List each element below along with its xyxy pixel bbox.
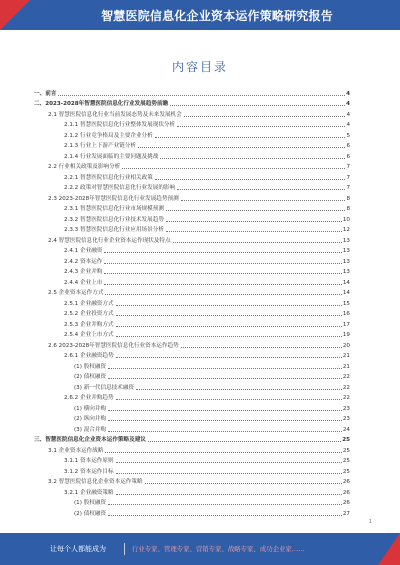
toc-entry-label: 2.2 行业相关政策及影响分析: [48, 164, 121, 170]
toc-entry-page: 21: [342, 353, 350, 359]
toc-entry-label: 2.6.1 企业融资趋势: [64, 353, 114, 359]
toc-entry[interactable]: [34, 244, 350, 255]
toc-leader-dots: [184, 116, 345, 117]
toc-entry-label: 2.1.4 行业发展面临的主要问题及挑战: [64, 153, 159, 160]
toc-entry-page: 8: [346, 195, 350, 202]
toc-entry-label: 3.2.1 企业融资策略: [64, 489, 114, 496]
toc-entry[interactable]: [34, 422, 350, 433]
toc-entry[interactable]: [34, 128, 350, 139]
toc-entry-page: 10: [342, 216, 350, 223]
toc-entry-label: 2.1 智慧医院信息化行业当前发展态势及未来发展机会: [48, 111, 182, 118]
toc-entry-label: 2.4 智慧医院信息化行业企业资本运作现状及特点: [48, 237, 171, 244]
toc-entry-page: 15: [342, 300, 350, 307]
toc-entry-page: 26: [342, 489, 350, 496]
table-of-contents: [34, 86, 350, 517]
toc-entry-page: 17: [342, 321, 350, 328]
toc-entry-label: (2) 债权融资: [74, 374, 107, 380]
footer-slogan: 让每个人都能成为: [50, 545, 106, 553]
toc-entry[interactable]: [34, 254, 350, 265]
toc-entry[interactable]: [34, 86, 350, 97]
toc-leader-dots: [173, 242, 342, 243]
toc-entry-label: 一、前言: [34, 90, 57, 97]
toc-leader-dots: [108, 420, 342, 421]
page-header: [0, 0, 400, 30]
toc-entry[interactable]: [34, 506, 350, 517]
toc-title: 内容目录: [171, 60, 228, 74]
toc-entry-page: 13: [342, 258, 350, 265]
toc-leader-dots: [136, 389, 342, 390]
toc-entry-page: 25: [342, 458, 350, 464]
toc-entry[interactable]: [34, 170, 350, 181]
toc-entry-page: 4: [346, 90, 350, 97]
toc-entry-page: 6: [346, 143, 350, 149]
toc-entry[interactable]: [34, 380, 350, 391]
toc-leader-dots: [181, 200, 345, 201]
toc-leader-dots: [145, 483, 342, 484]
toc-entry[interactable]: [34, 296, 350, 307]
toc-entry[interactable]: [34, 275, 350, 286]
toc-entry[interactable]: [34, 160, 350, 171]
toc-entry[interactable]: [34, 191, 350, 202]
toc-entry-label: 2.3.2 智慧医院信息化行业技术发展趋势: [64, 216, 164, 223]
footer-tagline: 行业专家、管理专家、营销专家、战略专家、成功企业家……: [132, 545, 305, 553]
toc-entry-label: 2.1.2 行业竞争格局及主要企业分析: [64, 132, 153, 139]
toc-entry-page: 20: [342, 342, 350, 349]
toc-leader-dots: [116, 357, 342, 358]
toc-leader-dots: [116, 326, 342, 327]
toc-leader-dots: [104, 252, 341, 253]
toc-entry-page: 27: [342, 510, 350, 517]
toc-entry-label: 2.6.2 企业并购趋势: [64, 395, 114, 401]
toc-leader-dots: [58, 95, 345, 96]
toc-entry[interactable]: [34, 485, 350, 496]
toc-leader-dots: [148, 441, 341, 442]
toc-entry-label: (2) 债权融资: [74, 510, 107, 517]
toc-entry-page: 26: [342, 500, 350, 506]
toc-entry-label: (3) 新一代信息技术融资: [74, 384, 135, 391]
toc-leader-dots: [166, 210, 345, 211]
toc-entry[interactable]: [34, 107, 350, 118]
toc-entry[interactable]: [34, 412, 350, 423]
toc-entry-label: 2.5.3 企业并购方式: [64, 321, 114, 328]
toc-entry[interactable]: [34, 338, 350, 349]
toc-entry[interactable]: [34, 286, 350, 297]
toc-entry-page: 4: [346, 122, 350, 128]
toc-entry-page: 22: [342, 384, 350, 391]
toc-leader-dots: [177, 189, 345, 190]
toc-leader-dots: [116, 462, 342, 463]
toc-leader-dots: [155, 137, 345, 138]
toc-entry-label: 3.1 企业资本运作战略: [48, 447, 104, 454]
toc-entry-page: 7: [346, 185, 350, 191]
toc-entry[interactable]: [34, 149, 350, 160]
toc-entry[interactable]: [34, 202, 350, 213]
toc-entry-label: 2.4.1 企业融资: [64, 248, 103, 254]
toc-leader-dots: [108, 515, 342, 516]
toc-entry-page: 8: [346, 206, 350, 212]
toc-entry[interactable]: [34, 391, 350, 402]
toc-leader-dots: [170, 105, 345, 106]
toc-entry-label: 2.4.2 资本运作: [64, 258, 103, 265]
toc-entry-label: 2.2.2 政策对智慧医院信息化行业发展的影响: [64, 185, 176, 191]
toc-entry-page: 19: [342, 332, 350, 338]
toc-leader-dots: [105, 452, 341, 453]
toc-leader-dots: [166, 231, 342, 232]
toc-leader-dots: [116, 473, 342, 474]
toc-entry[interactable]: [34, 118, 350, 129]
toc-leader-dots: [108, 431, 342, 432]
toc-entry-label: 2.5.4 企业上市方式: [64, 332, 114, 338]
toc-entry-label: (1) 横向并购: [74, 405, 107, 412]
toc-entry-label: 2.4.4 企业上市: [64, 279, 103, 286]
toc-entry-label: 2.3.1 智慧医院信息化行业市场规模预测: [64, 206, 164, 212]
toc-entry[interactable]: [34, 223, 350, 234]
toc-leader-dots: [181, 347, 342, 348]
toc-leader-dots: [104, 284, 341, 285]
page-number: 1: [368, 519, 372, 525]
toc-leader-dots: [105, 294, 341, 295]
toc-entry[interactable]: [34, 475, 350, 486]
toc-entry-label: 2.1.1 智慧医院信息化行业整体发展现状分析: [64, 122, 176, 128]
toc-entry-page: 24: [342, 426, 350, 433]
toc-entry-page: 12: [342, 227, 350, 233]
toc-leader-dots: [177, 126, 345, 127]
toc-entry[interactable]: [34, 328, 350, 339]
toc-entry-page: 14: [342, 290, 350, 296]
toc-entry-label: 2.3.3 智慧医院信息化行业应用场景分析: [64, 227, 164, 233]
toc-entry-page: 14: [342, 279, 350, 286]
header-title: 智慧医院信息化企业资本运作策略研究报告: [101, 9, 333, 23]
toc-entry[interactable]: [34, 454, 350, 465]
toc-leader-dots: [116, 494, 342, 495]
toc-entry-label: (1) 股权融资: [74, 500, 107, 506]
toc-leader-dots: [116, 315, 342, 316]
toc-entry[interactable]: [34, 359, 350, 370]
toc-entry-label: (1) 股权融资: [74, 363, 107, 370]
toc-entry-page: 4: [346, 111, 350, 118]
toc-entry-page: 13: [342, 237, 350, 244]
toc-entry-page: 26: [342, 479, 350, 485]
toc-leader-dots: [116, 399, 342, 400]
toc-entry-page: 13: [342, 269, 350, 275]
toc-entry[interactable]: [34, 139, 350, 150]
toc-entry-label: 3.2 智慧医院信息化企业资本运作策略: [48, 479, 143, 485]
toc-entry-label: 二、2023-2028年智慧医院信息化行业发展趋势前瞻: [34, 101, 169, 107]
toc-entry[interactable]: [34, 97, 350, 108]
toc-entry-page: 23: [342, 416, 350, 422]
toc-entry-page: 13: [342, 248, 350, 254]
toc-leader-dots: [116, 336, 342, 337]
toc-entry-label: 2.5 企业资本运作方式: [48, 290, 104, 296]
toc-leader-dots: [155, 179, 345, 180]
toc-entry-page: 22: [342, 395, 350, 401]
toc-entry-page: 22: [342, 374, 350, 380]
toc-entry-page: 4: [346, 101, 350, 107]
toc-entry[interactable]: [34, 317, 350, 328]
header-accent-triangle: [0, 0, 30, 30]
toc-entry-page: 25: [342, 468, 350, 475]
toc-entry-page: 21: [342, 363, 350, 370]
toc-entry-label: 2.5.1 企业融资方式: [64, 300, 114, 307]
toc-entry-label: (3) 混合并购: [74, 426, 107, 433]
toc-entry-label: 2.2.1 智慧医院信息化行业相关政策: [64, 174, 153, 181]
toc-entry-page: 6: [346, 153, 350, 160]
toc-entry[interactable]: [34, 349, 350, 360]
toc-entry-label: 2.1.3 行业上下游产业链分析: [64, 143, 136, 149]
toc-entry-page: 5: [346, 132, 350, 139]
toc-entry[interactable]: [34, 496, 350, 507]
toc-leader-dots: [104, 263, 341, 264]
toc-entry-label: 2.5.2 企业投资方式: [64, 311, 114, 317]
toc-entry[interactable]: [34, 443, 350, 454]
toc-entry-label: 2.3 2023-2028年智慧医院信息化行业发展趋势预测: [48, 195, 179, 202]
toc-leader-dots: [138, 147, 345, 148]
toc-entry-label: 3.1.1 资本运作原则: [64, 458, 114, 464]
toc-leader-dots: [108, 410, 342, 411]
toc-entry[interactable]: [34, 265, 350, 276]
toc-entry[interactable]: [34, 233, 350, 244]
toc-leader-dots: [108, 378, 342, 379]
toc-entry[interactable]: [34, 464, 350, 475]
toc-leader-dots: [166, 221, 342, 222]
toc-entry[interactable]: [34, 370, 350, 381]
toc-entry[interactable]: [34, 307, 350, 318]
toc-entry-page: 7: [346, 164, 350, 170]
toc-entry[interactable]: [34, 401, 350, 412]
toc-entry-page: 7: [346, 174, 350, 181]
toc-entry-label: (2) 纵向并购: [74, 416, 107, 422]
toc-entry-page: 25: [342, 437, 350, 443]
toc-entry-page: 16: [342, 311, 350, 317]
toc-leader-dots: [160, 158, 345, 159]
toc-entry-page: 25: [342, 447, 350, 454]
toc-leader-dots: [108, 368, 342, 369]
toc-entry[interactable]: [34, 181, 350, 192]
footer-divider: [124, 543, 125, 555]
toc-entry-label: 2.6 2023-2028年智慧医院信息化行业资本运作趋势: [48, 342, 179, 349]
toc-entry[interactable]: [34, 212, 350, 223]
toc-entry-page: 23: [342, 405, 350, 412]
toc-leader-dots: [122, 168, 345, 169]
toc-entry-label: 2.4.3 企业并购: [64, 269, 103, 275]
footer-accent-triangle: [378, 533, 400, 565]
toc-leader-dots: [104, 273, 341, 274]
page-footer: [0, 533, 400, 565]
toc-leader-dots: [116, 305, 342, 306]
toc-entry-label: 3.1.2 资本运作目标: [64, 468, 114, 475]
toc-leader-dots: [108, 504, 342, 505]
toc-entry-label: 三、智慧医院信息化企业资本运作策略及建议: [34, 437, 146, 443]
toc-entry[interactable]: [34, 433, 350, 444]
